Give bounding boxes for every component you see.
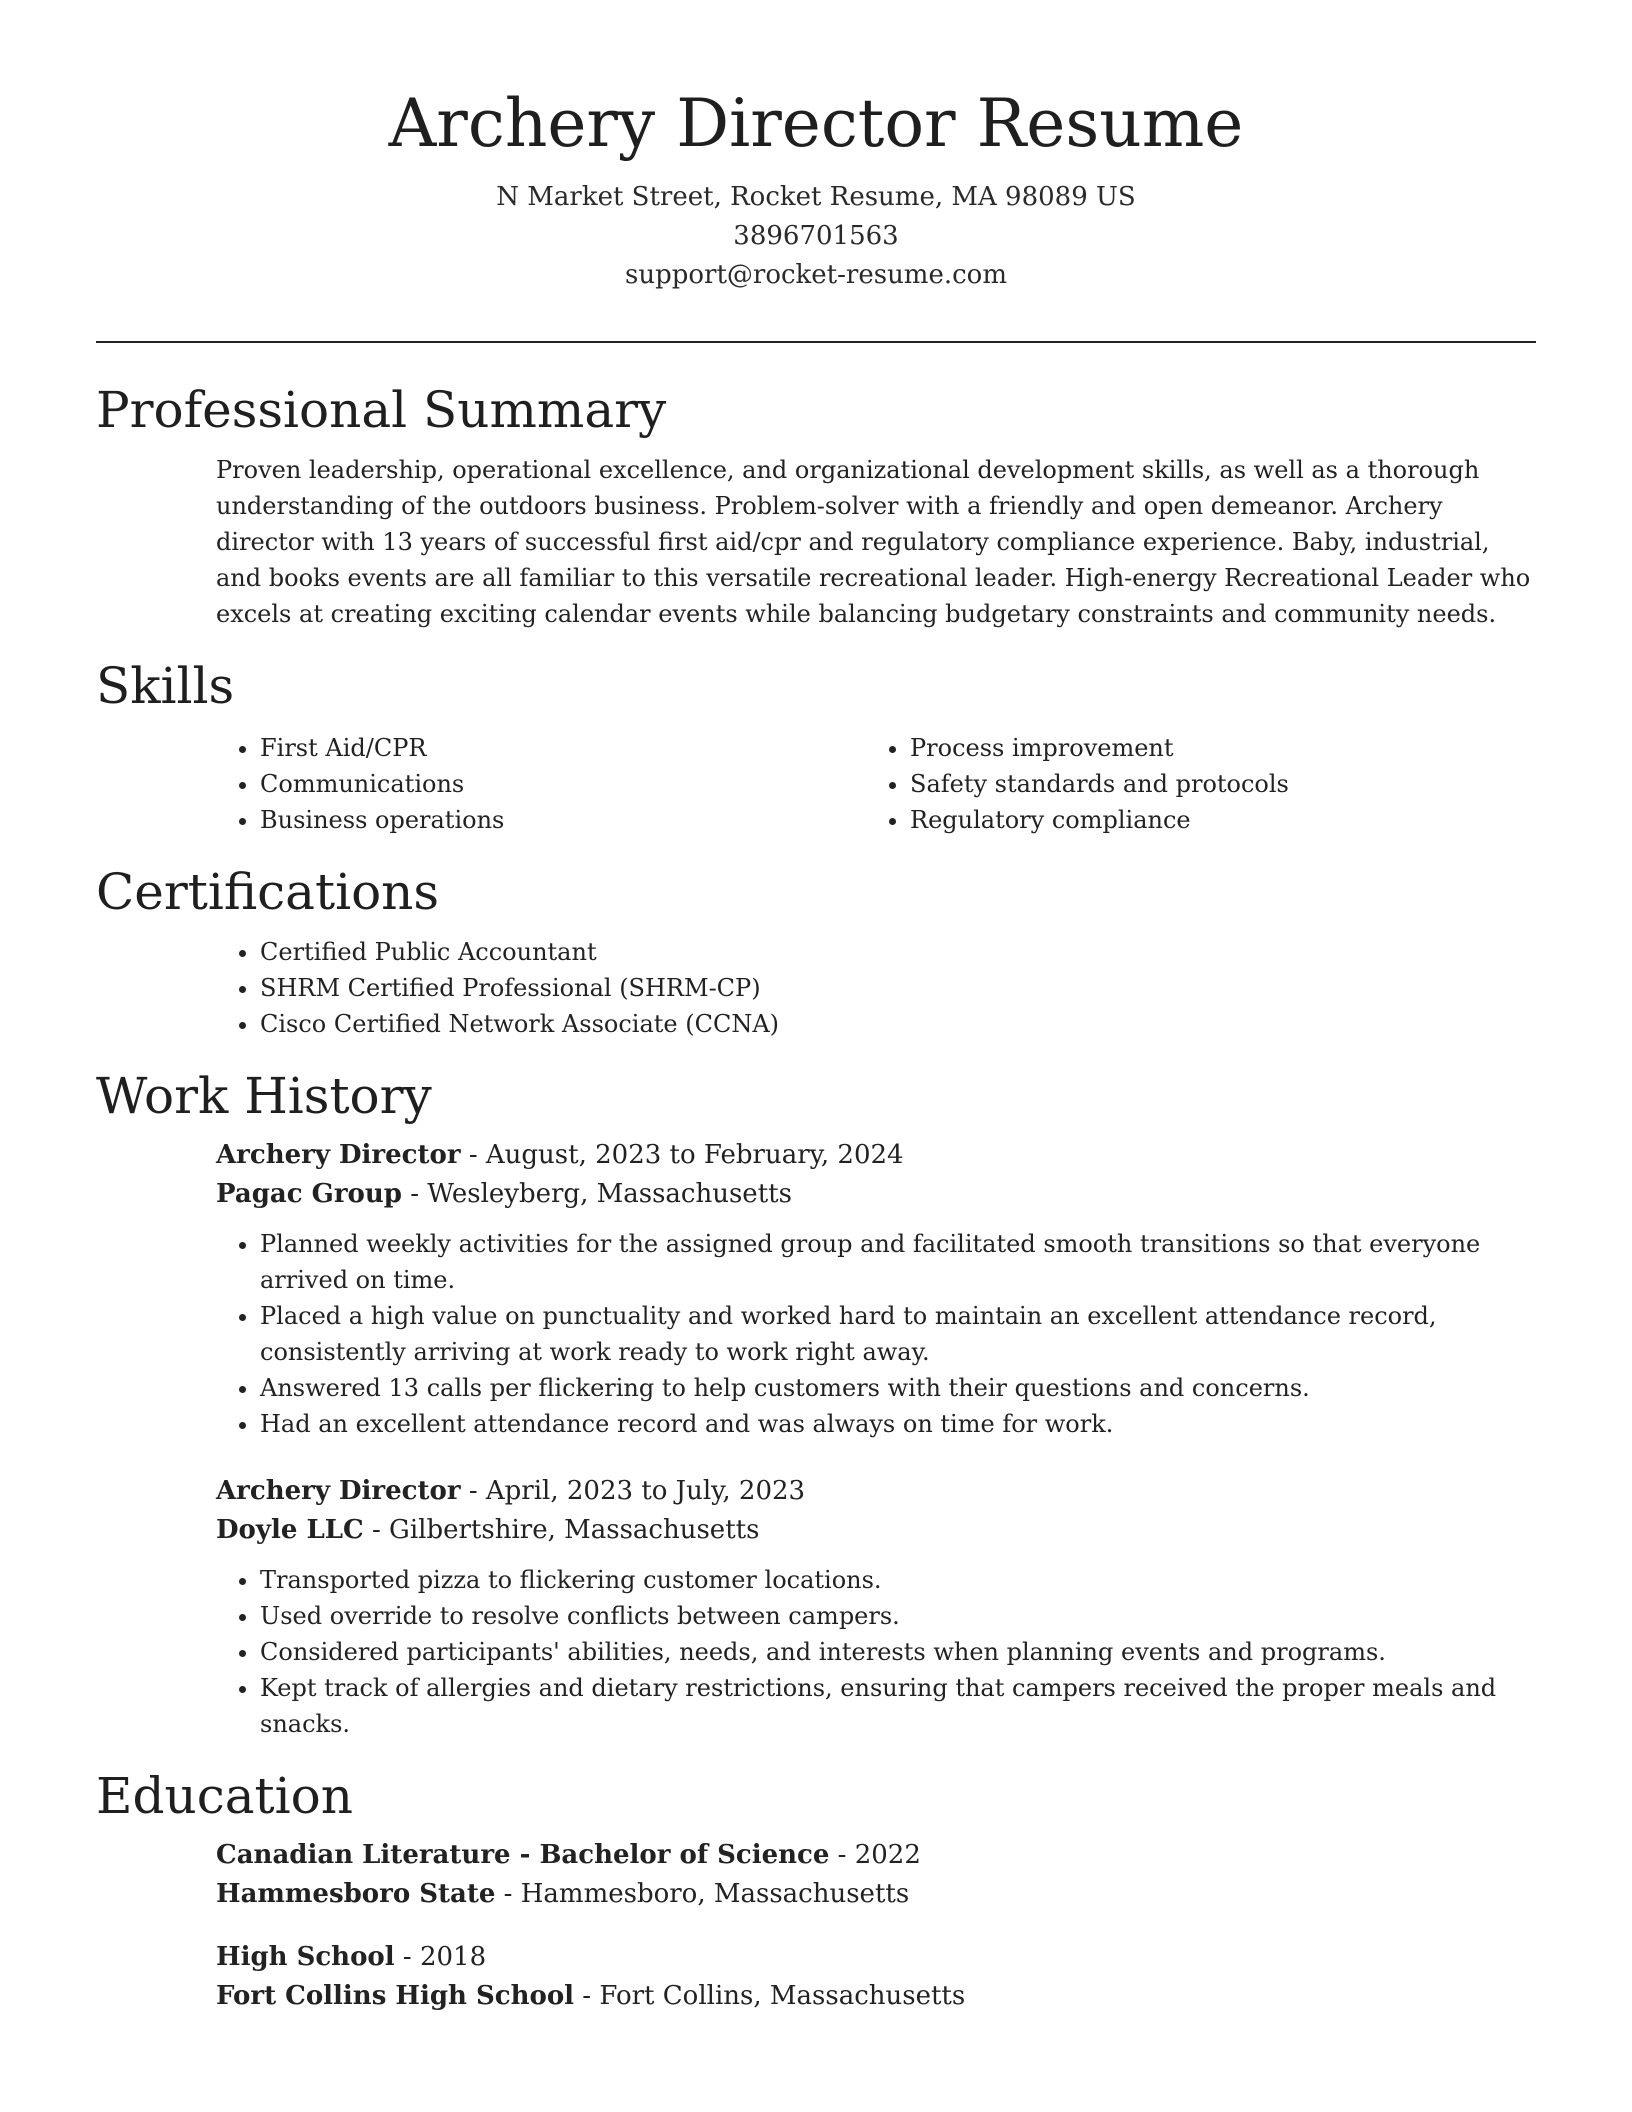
resume-header bbox=[0, 0, 1632, 295]
job-company: Doyle LLC bbox=[216, 1515, 364, 1545]
summary-text: Proven leadership, operational excellence, and organizational development skills, as well as a thorough understanding of the outdoors business. Problem-solver with a friendly and open demeanor. Archery director with 13 years of successful first aid/cpr and regulatory compliance experience. Baby, industrial, and books events are all familiar to this versatile recreational leader. High-energy Recreational Leader who excels at creating exciting calendar events while balancing budgetary constraints and community needs. bbox=[216, 456, 1531, 628]
skills-column-left bbox=[216, 730, 866, 838]
education-degree: Canadian Literature - Bachelor of Science bbox=[216, 1840, 830, 1870]
skill-item: • Regulatory compliance bbox=[910, 802, 1516, 838]
certification-item: • Certified Public Accountant bbox=[260, 934, 1536, 970]
skill-item: • Communications bbox=[260, 766, 866, 802]
skill-item: • Business operations bbox=[260, 802, 866, 838]
job-role: Archery Director bbox=[216, 1476, 461, 1506]
header-divider bbox=[96, 341, 1536, 343]
job-bullet: • Answered 13 calls per flickering to help customers with their questions and concerns. bbox=[260, 1370, 1536, 1406]
job-company-line bbox=[216, 1511, 1536, 1550]
skills-section bbox=[96, 656, 1536, 838]
job-title-line bbox=[216, 1136, 1536, 1175]
education-degree: High School bbox=[216, 1942, 395, 1972]
resume-body bbox=[96, 380, 1536, 2016]
job-bullets bbox=[216, 1226, 1536, 1442]
job-dates: - August, 2023 to February, 2024 bbox=[460, 1140, 904, 1170]
education-entry bbox=[216, 1836, 1536, 1914]
address: N Market Street, Rocket Resume, MA 98089 US bbox=[496, 181, 1136, 212]
certification-item: • Cisco Certified Network Associate (CCNA) bbox=[260, 1006, 1536, 1042]
job-entry bbox=[216, 1136, 1536, 1214]
job-dates: - April, 2023 to July, 2023 bbox=[460, 1476, 806, 1506]
education-location: - Fort Collins, Massachusetts bbox=[574, 1981, 966, 2011]
skill-item: • Safety standards and protocols bbox=[910, 766, 1516, 802]
job-location: - Gilbertshire, Massachusetts bbox=[363, 1515, 760, 1545]
skills-list bbox=[216, 730, 1536, 838]
skills-column-right bbox=[866, 730, 1516, 838]
job-title-line bbox=[216, 1472, 1536, 1511]
resume-title: Archery Director Resume bbox=[388, 85, 1244, 162]
certifications-heading: Certifications bbox=[96, 863, 440, 921]
job-bullet: • Considered participants' abilities, needs, and interests when planning events and programs. bbox=[260, 1634, 1536, 1670]
summary-heading: Professional Summary bbox=[96, 381, 667, 439]
job-bullets bbox=[216, 1562, 1536, 1742]
certifications-list bbox=[216, 934, 1536, 1042]
certification-item: • SHRM Certified Professional (SHRM-CP) bbox=[260, 970, 1536, 1006]
summary-section bbox=[96, 380, 1536, 632]
certifications-section bbox=[96, 862, 1536, 1042]
job-entry bbox=[216, 1472, 1536, 1550]
education-school: Hammesboro State bbox=[216, 1879, 496, 1909]
education-degree-line bbox=[216, 1836, 1536, 1875]
job-location: - Wesleyberg, Massachusetts bbox=[401, 1179, 792, 1209]
skills-heading: Skills bbox=[96, 657, 235, 715]
work-history-heading: Work History bbox=[96, 1067, 432, 1125]
education-section bbox=[96, 1766, 1536, 2016]
skill-item: • First Aid/CPR bbox=[260, 730, 866, 766]
phone: 3896701563 bbox=[733, 220, 899, 251]
job-bullet: • Planned weekly activities for the assigned group and facilitated smooth transitions so that everyone arrived on time. bbox=[260, 1226, 1536, 1298]
education-year: - 2022 bbox=[829, 1840, 921, 1870]
job-bullet: • Had an excellent attendance record and was always on time for work. bbox=[260, 1406, 1536, 1442]
job-bullet: • Kept track of allergies and dietary restrictions, ensuring that campers received the proper meals and snacks. bbox=[260, 1670, 1536, 1742]
job-bullet: • Used override to resolve conflicts between campers. bbox=[260, 1598, 1536, 1634]
education-school: Fort Collins High School bbox=[216, 1981, 575, 2011]
job-bullet: • Transported pizza to flickering customer locations. bbox=[260, 1562, 1536, 1598]
job-company-line bbox=[216, 1175, 1536, 1214]
skill-item: • Process improvement bbox=[910, 730, 1516, 766]
education-school-line bbox=[216, 1875, 1536, 1914]
education-degree-line bbox=[216, 1938, 1536, 1977]
email: support@rocket-resume.com bbox=[624, 259, 1007, 290]
work-history-section bbox=[96, 1066, 1536, 1742]
job-role: Archery Director bbox=[216, 1140, 461, 1170]
education-entry bbox=[216, 1938, 1536, 2016]
contact-info bbox=[0, 178, 1632, 295]
education-heading: Education bbox=[96, 1767, 353, 1825]
job-company: Pagac Group bbox=[216, 1179, 402, 1209]
education-location: - Hammesboro, Massachusetts bbox=[495, 1879, 910, 1909]
job-bullet: • Placed a high value on punctuality and worked hard to maintain an excellent attendance record, consistently arriving at work ready to work right away. bbox=[260, 1298, 1536, 1370]
education-year: - 2018 bbox=[394, 1942, 487, 1972]
education-school-line bbox=[216, 1977, 1536, 2016]
